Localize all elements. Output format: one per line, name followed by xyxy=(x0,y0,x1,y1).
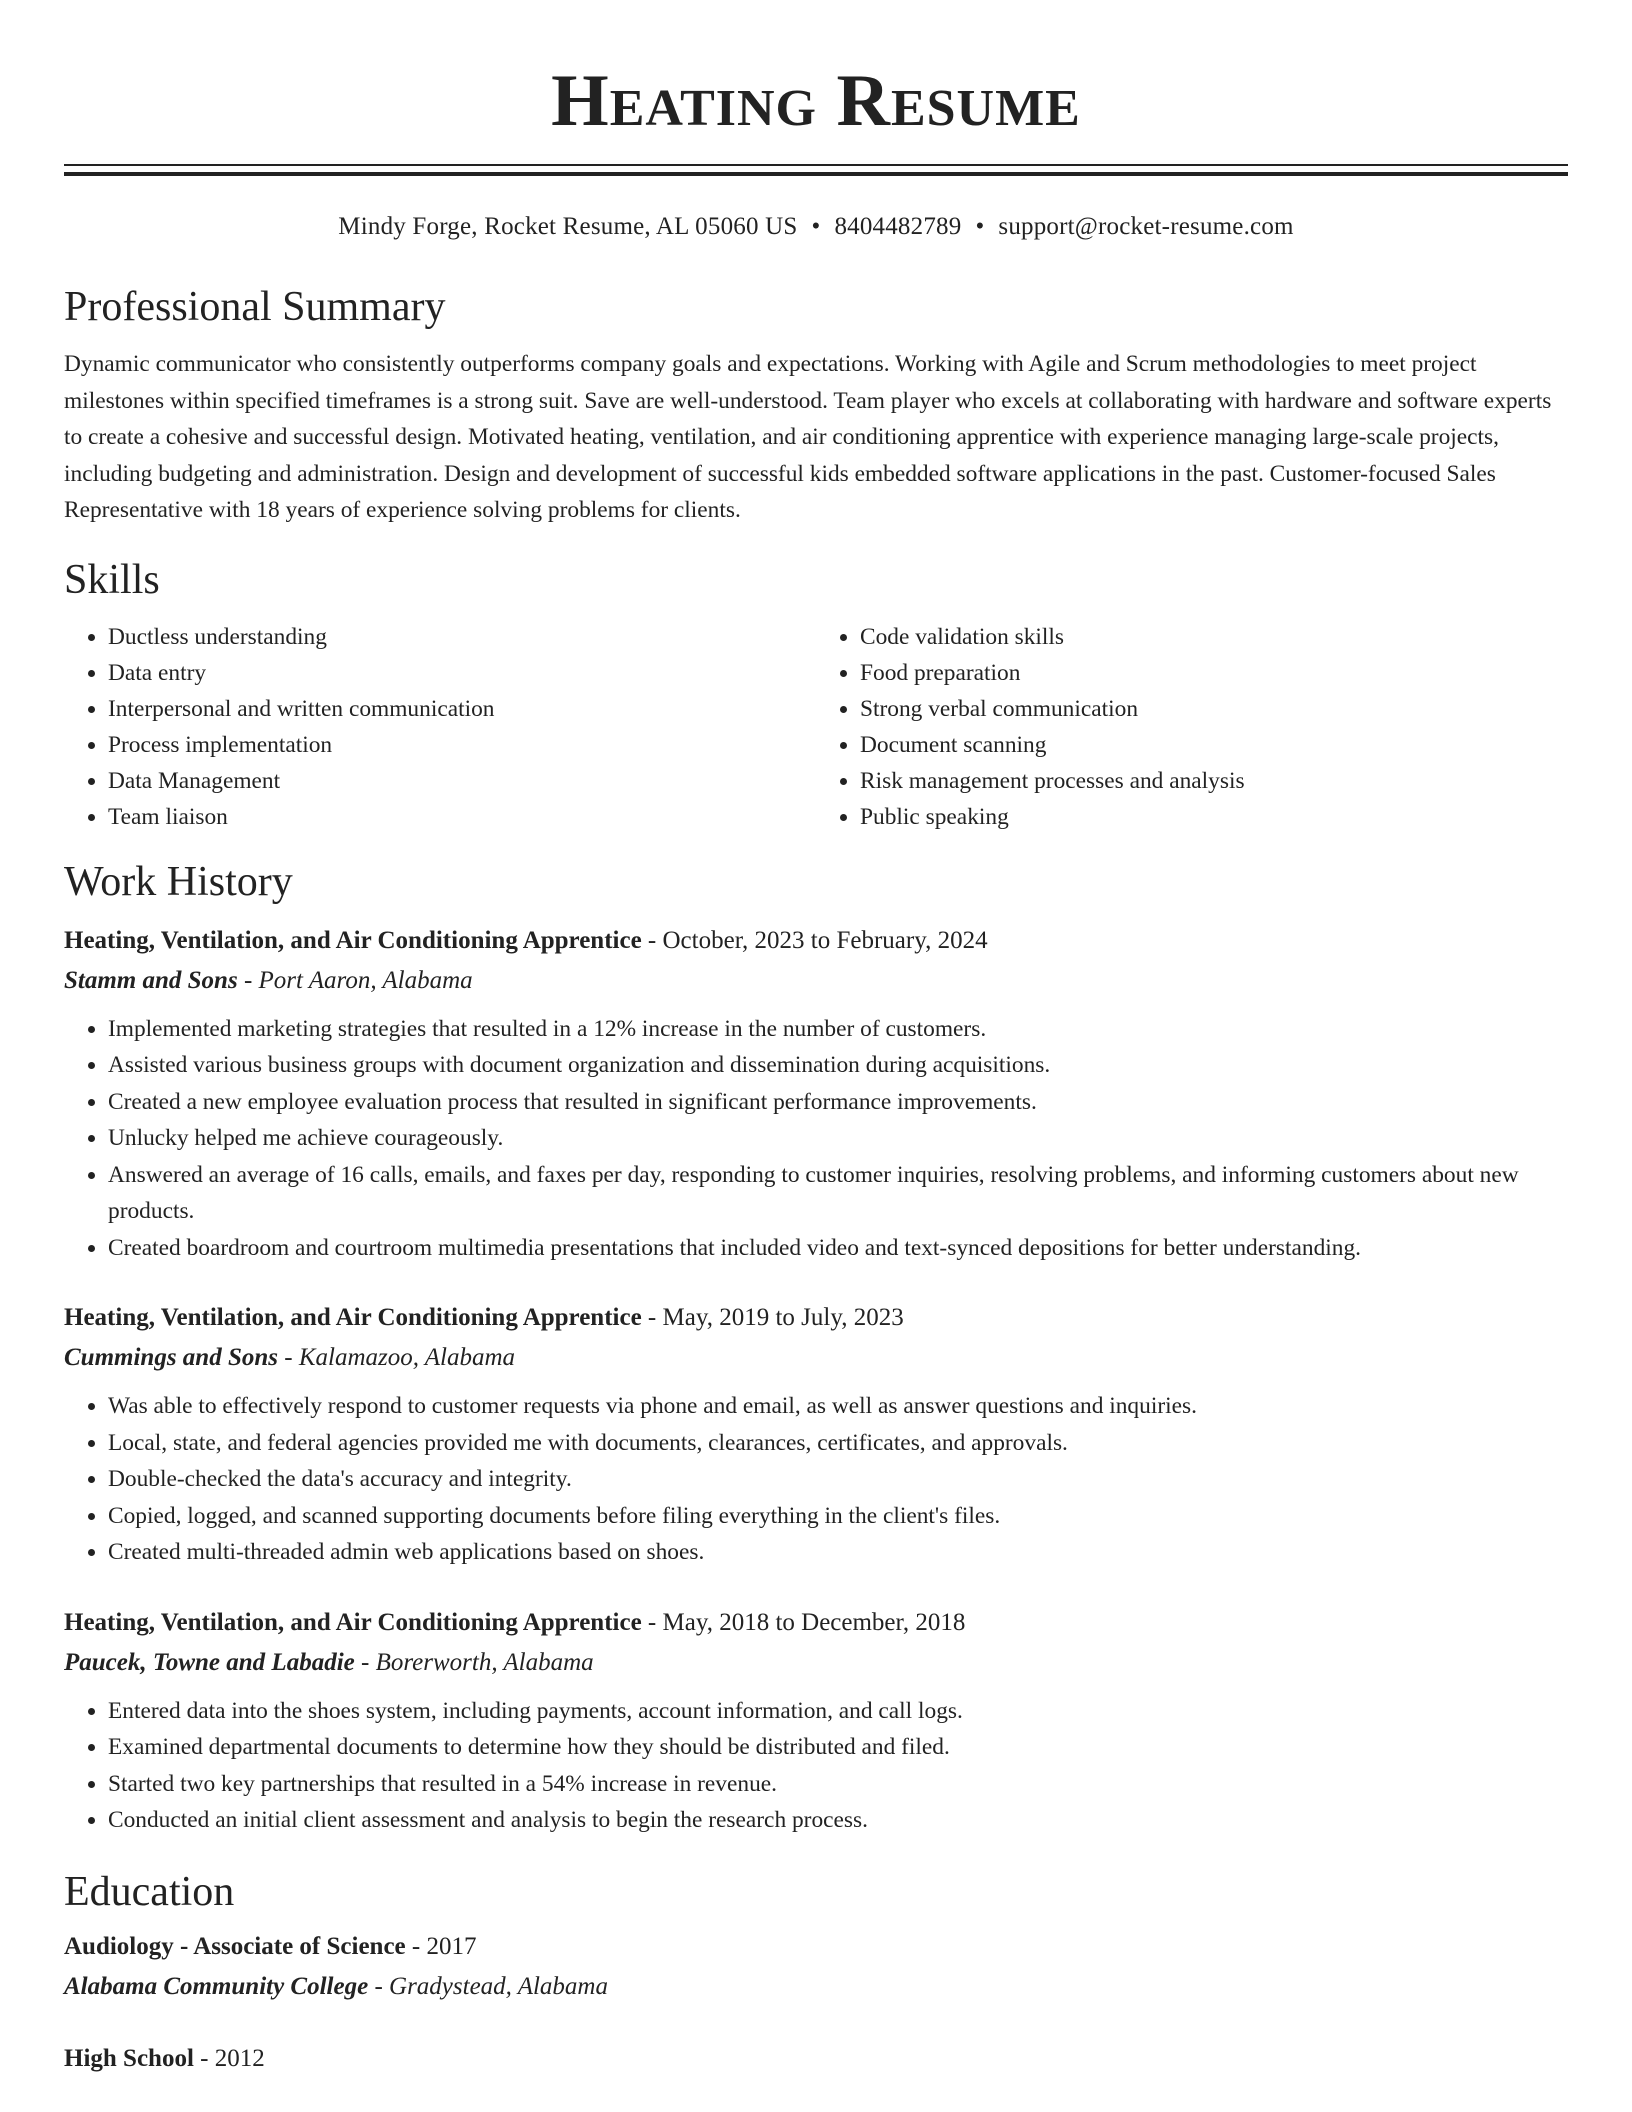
job-header xyxy=(64,1298,1568,1338)
title-divider-thin xyxy=(64,164,1568,166)
job-employer xyxy=(64,1338,1568,1378)
job-header xyxy=(64,921,1568,961)
job-bullet: • Answered an average of 16 calls, emails, and faxes per day, responding to customer inquiries, resolving problems, and informing customers about new products. xyxy=(108,1157,1568,1230)
job-dates: - May, 2018 to December, 2018 xyxy=(641,1608,966,1636)
contact-separator: • xyxy=(975,213,985,240)
job-title: Heating, Ventilation, and Air Conditioning Apprentice xyxy=(64,1304,642,1331)
skill-item: • Food preparation xyxy=(860,655,1568,691)
school-location: - Gradystead, Alabama xyxy=(368,1972,608,2000)
job-bullets xyxy=(64,1388,1568,1571)
skill-item: • Data Management xyxy=(108,763,816,799)
skill-item: • Interpersonal and written communication xyxy=(108,691,816,727)
job-entry xyxy=(64,921,1568,1267)
job-bullet: • Created boardroom and courtroom multimedia presentations that included video and text-synced depositions for better understanding. xyxy=(108,1230,1568,1267)
resume-page xyxy=(64,0,1568,2079)
job-bullet: • Local, state, and federal agencies provided me with documents, clearances, certificates, and approvals. xyxy=(108,1425,1568,1462)
job-bullet: • Created multi-threaded admin web applications based on shoes. xyxy=(108,1534,1568,1571)
work-history-heading: Work History xyxy=(64,858,293,905)
summary-heading: Professional Summary xyxy=(64,284,446,330)
job-dates: - October, 2023 to February, 2024 xyxy=(641,926,988,954)
job-employer xyxy=(64,1643,1568,1683)
job-bullet: • Started two key partnerships that resulted in a 54% increase in revenue. xyxy=(108,1766,1568,1803)
skill-item: • Team liaison xyxy=(108,799,816,835)
graduation-year: - 2012 xyxy=(193,2044,265,2072)
contact-email: support@rocket-resume.com xyxy=(998,213,1294,240)
company-name: Paucek, Towne and Labadie xyxy=(64,1648,355,1676)
job-title: Heating, Ventilation, and Air Conditioning Apprentice xyxy=(64,926,642,954)
education-entry xyxy=(64,2039,1568,2079)
job-header xyxy=(64,1603,1568,1643)
skill-item: • Process implementation xyxy=(108,727,816,763)
job-bullet: • Implemented marketing strategies that resulted in a 12% increase in the number of customers. xyxy=(108,1011,1568,1048)
job-entry xyxy=(64,1603,1568,1839)
skill-item: • Public speaking xyxy=(860,799,1568,835)
degree-name: High School xyxy=(64,2044,194,2072)
job-location: - Kalamazoo, Alabama xyxy=(278,1344,516,1371)
skill-item: • Document scanning xyxy=(860,727,1568,763)
education-heading: Education xyxy=(64,1868,235,1915)
contact-line xyxy=(64,212,1568,242)
job-bullets xyxy=(64,1011,1568,1267)
skill-item: • Ductless understanding xyxy=(108,619,816,655)
skill-item: • Strong verbal communication xyxy=(860,691,1568,727)
education-header xyxy=(64,1927,1568,1967)
job-dates: - May, 2019 to July, 2023 xyxy=(641,1304,904,1331)
skill-item: • Risk management processes and analysis xyxy=(860,763,1568,799)
job-bullet: • Assisted various business groups with document organization and dissemination during acquisitions. xyxy=(108,1047,1568,1084)
job-bullets xyxy=(64,1693,1568,1839)
education-header xyxy=(64,2039,1568,2079)
job-bullet: • Entered data into the shoes system, including payments, account information, and call logs. xyxy=(108,1693,1568,1730)
job-employer xyxy=(64,961,1568,1001)
skills-column-left xyxy=(64,619,816,835)
skills-list xyxy=(64,619,1568,835)
skills-heading: Skills xyxy=(64,556,160,603)
education-entry xyxy=(64,1927,1568,2007)
job-bullet: • Unlucky helped me achieve courageously. xyxy=(108,1120,1568,1157)
skill-item: • Code validation skills xyxy=(860,619,1568,655)
company-name: Stamm and Sons xyxy=(64,966,238,994)
title-divider-thick xyxy=(64,172,1568,176)
skills-column-right xyxy=(816,619,1568,835)
contact-phone: 8404482789 xyxy=(834,213,962,240)
graduation-year: - 2017 xyxy=(405,1932,477,1960)
job-bullet: • Was able to effectively respond to customer requests via phone and email, as well as answer questions and inquiries. xyxy=(108,1388,1568,1425)
summary-text: Dynamic communicator who consistently outperforms company goals and expectations. Working with Agile and Scrum methodologies to meet project milestones within specified timeframes is a strong suit. Save are well-understood. Team player who excels at collaborating with hardware and software experts to create a cohesive and successful design. Motivated heating, ventilation, and air conditioning apprentice with experience managing large-scale projects, including budgeting and administration. Design and development of successful kids embedded software applications in the past. Customer-focused Sales Representative with 18 years of experience solving problems for clients. xyxy=(64,351,1552,523)
contact-address: Mindy Forge, Rocket Resume, AL 05060 US xyxy=(338,213,798,240)
job-bullet: • Conducted an initial client assessment and analysis to begin the research process. xyxy=(108,1802,1568,1839)
skill-item: • Data entry xyxy=(108,655,816,691)
job-location: - Borerworth, Alabama xyxy=(354,1648,594,1676)
resume-title: Heating Resume xyxy=(551,60,1081,142)
degree-name: Audiology - Associate of Science xyxy=(64,1932,406,1960)
school-name: Alabama Community College xyxy=(64,1972,369,2000)
job-entry xyxy=(64,1298,1568,1571)
contact-separator: • xyxy=(811,213,821,240)
company-name: Cummings and Sons xyxy=(64,1344,278,1371)
job-bullet: • Created a new employee evaluation process that resulted in significant performance improvements. xyxy=(108,1084,1568,1121)
job-bullet: • Double-checked the data's accuracy and integrity. xyxy=(108,1461,1568,1498)
job-bullet: • Copied, logged, and scanned supporting documents before filing everything in the client's files. xyxy=(108,1498,1568,1535)
education-school xyxy=(64,1967,1568,2007)
job-location: - Port Aaron, Alabama xyxy=(237,966,473,994)
job-title: Heating, Ventilation, and Air Conditioning Apprentice xyxy=(64,1608,642,1636)
job-bullet: • Examined departmental documents to determine how they should be distributed and filed. xyxy=(108,1729,1568,1766)
